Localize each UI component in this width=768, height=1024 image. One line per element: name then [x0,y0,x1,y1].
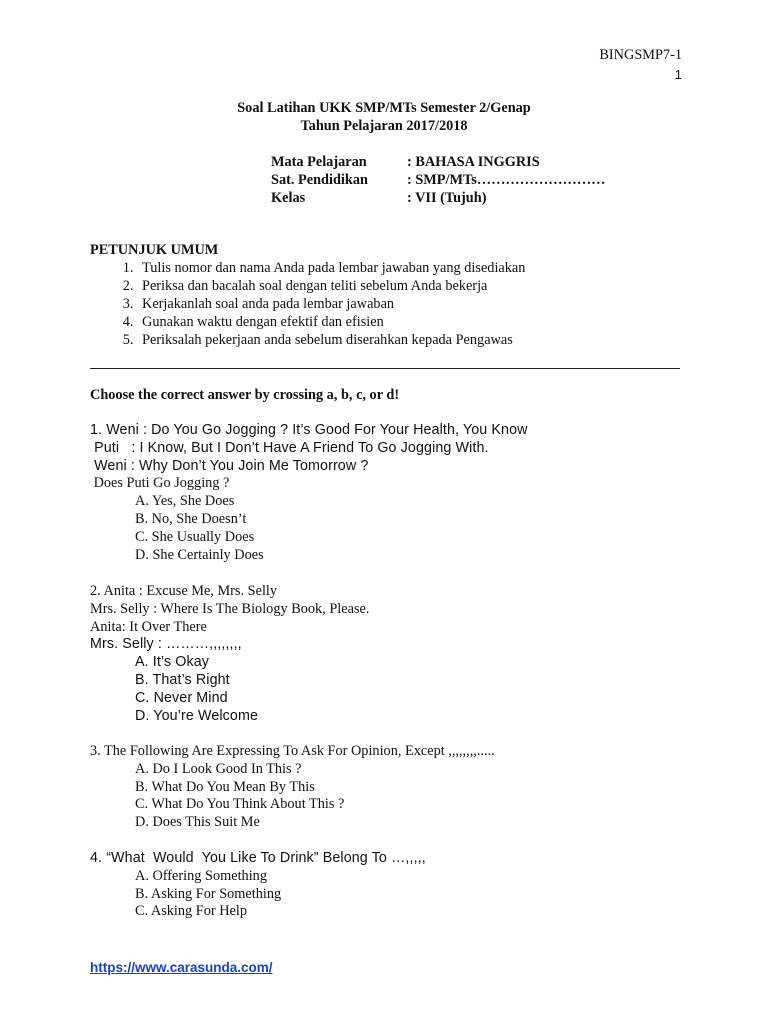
question-line: 4. “What Would You Like To Drink” Belong To …,,,,, [90,850,426,866]
answer-option: C. She Usually Does [135,528,255,545]
answer-option: D. You’re Welcome [135,707,259,724]
page-header [599,46,682,84]
instruction-item: 3. Kerjakanlah soal anda pada lembar jawaban [137,295,525,313]
question-line: Does Puti Go Jogging ? [90,475,230,492]
meta-row-class [271,189,605,207]
question-4 [90,850,426,921]
meta-row-unit [271,171,605,189]
unit-label: Sat. Pendidikan [271,172,368,188]
question-line: 3. The Following Are Expressing To Ask For Opinion, Except ,,,,,,,,..... [90,743,495,759]
answer-option: B. No, She Doesn’t [135,510,247,527]
answer-option: A. Do I Look Good In This ? [135,760,302,777]
answer-option: B. That’s Right [135,671,230,688]
class-value: : VII (Tujuh) [407,190,487,206]
instructions-list [90,259,525,349]
answer-option: C. Never Mind [135,689,228,706]
meta-row-subject [271,153,605,171]
instruction-item: 2. Periksa dan bacalah soal dengan teliti sebelum Anda bekerja [137,277,525,295]
answer-instruction: Choose the correct answer by crossing a, b, c, or d! [90,387,400,403]
answer-option: A. Offering Something [135,867,267,884]
subject-label: Mata Pelajaran [271,154,367,170]
section-divider [90,368,680,369]
answer-option: B. What Do You Mean By This [135,778,315,795]
answer-option: A. It’s Okay [135,654,210,671]
instructions-heading: PETUNJUK UMUM [90,242,219,258]
title-line-2: Tahun Pelajaran 2017/2018 [300,118,468,134]
question-line: Mrs. Selly : Where Is The Biology Book, Please. [90,600,370,617]
instruction-item: 1. Tulis nomor dan nama Anda pada lembar jawaban yang disediakan [137,259,525,277]
document-code: BINGSMP7-1 [599,47,682,63]
answer-option: B. Asking For Something [135,885,282,902]
answer-option: A. Yes, She Does [135,493,235,510]
exam-meta [271,153,605,207]
class-label: Kelas [271,190,306,206]
answer-option: D. Does This Suit Me [135,814,260,831]
question-line: Weni : Why Don’t You Join Me Tomorrow ? [90,457,369,474]
general-instructions [90,241,525,349]
question-line: Anita: It Over There [90,618,207,635]
question-3 [90,743,495,832]
title-line-1: Soal Latihan UKK SMP/MTs Semester 2/Genap [237,100,531,116]
document-title [0,99,768,135]
answer-option: C. What Do You Think About This ? [135,796,345,813]
unit-value: : SMP/MTs……………………… [407,172,606,188]
instruction-item: 5. Periksalah pekerjaan anda sebelum diserahkan kepada Pengawas [137,331,525,349]
answer-option: D. She Certainly Does [135,546,264,563]
question-line: 1. Weni : Do You Go Jogging ? It’s Good For Your Health, You Know [90,422,528,438]
footer-website-link[interactable]: https://www.carasunda.com/ [90,960,273,975]
question-2 [90,583,369,725]
page-number: 1 [674,67,682,82]
question-line: Puti : I Know, But I Don’t Have A Friend To Go Jogging With. [90,439,489,456]
instruction-item: 4. Gunakan waktu dengan efektif dan efisien [137,313,525,331]
answer-option: C. Asking For Help [135,903,248,920]
question-1 [90,422,528,564]
question-line: 2. Anita : Excuse Me, Mrs. Selly [90,583,278,599]
subject-value: : BAHASA INGGRIS [407,154,540,170]
question-line: Mrs. Selly : ………,,,,,,,, [90,636,242,653]
